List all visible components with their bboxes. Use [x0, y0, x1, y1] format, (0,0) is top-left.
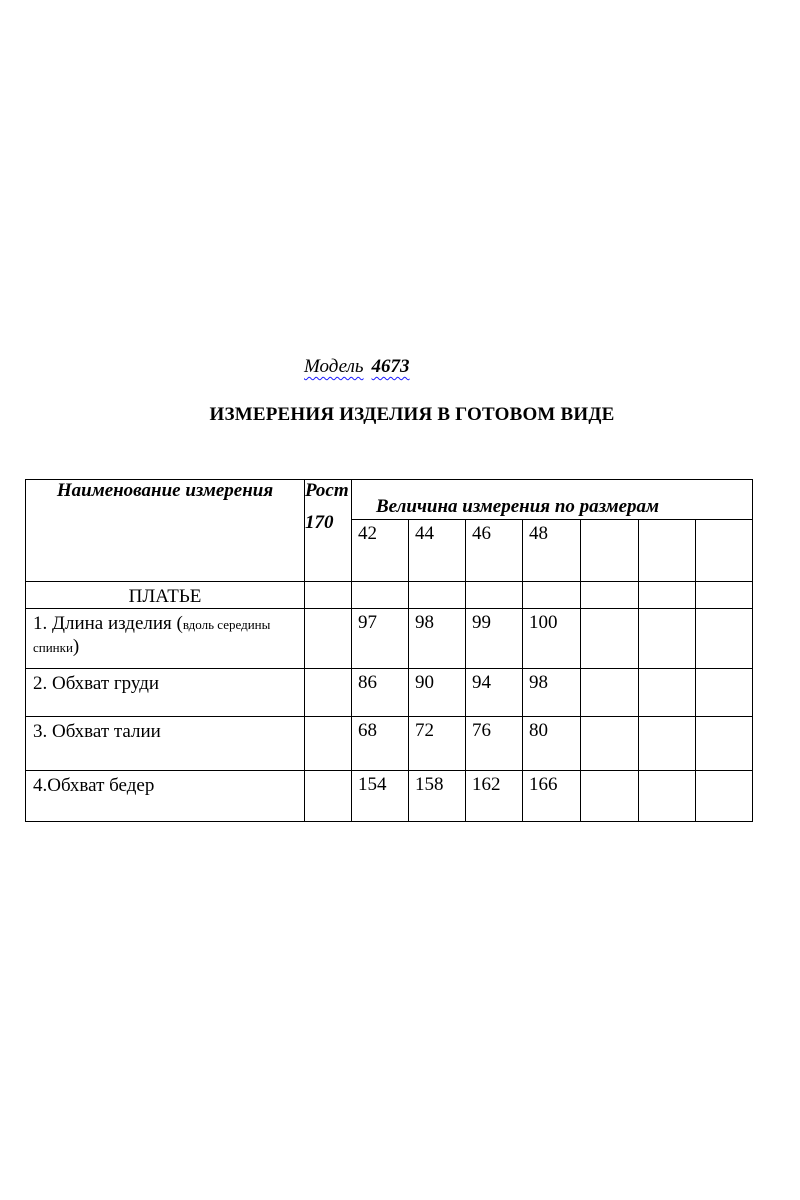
value-cell: 76: [466, 717, 523, 771]
measurement-name-close: ): [72, 636, 80, 657]
value-cell: 86: [352, 669, 409, 717]
empty-cell: [639, 609, 696, 669]
empty-cell: [581, 609, 639, 669]
table-row: [26, 609, 753, 669]
rost-cell: [305, 609, 352, 669]
model-number: 4673: [371, 356, 410, 377]
empty-cell: [581, 582, 639, 609]
value-cell: 162: [466, 771, 523, 822]
measurement-name: 3. Обхват талии: [26, 717, 305, 771]
measurement-name-note: вдоль середины спинки: [33, 617, 271, 655]
rost-label: Рост: [305, 480, 349, 501]
size-cell: [639, 520, 696, 582]
table-row: [26, 669, 753, 717]
size-cell: 48: [523, 520, 581, 582]
measurements-table: [25, 479, 753, 822]
value-cell: 158: [409, 771, 466, 822]
value-cell: 154: [352, 771, 409, 822]
empty-cell: [305, 582, 352, 609]
section-row: [26, 582, 753, 609]
empty-cell: [581, 771, 639, 822]
empty-cell: [466, 582, 523, 609]
rost-cell: [305, 771, 352, 822]
value-cell: 94: [466, 669, 523, 717]
rost-cell: [305, 669, 352, 717]
empty-cell: [639, 771, 696, 822]
value-cell: 99: [466, 609, 523, 669]
empty-cell: [696, 582, 753, 609]
empty-cell: [696, 609, 753, 669]
size-cell: [581, 520, 639, 582]
table-row: [26, 717, 753, 771]
value-cell: 100: [523, 609, 581, 669]
measurement-name: [26, 609, 305, 669]
measurement-name: 4.Обхват бедер: [26, 771, 305, 822]
empty-cell: [639, 717, 696, 771]
empty-cell: [696, 771, 753, 822]
empty-cell: [352, 582, 409, 609]
empty-cell: [409, 582, 466, 609]
size-cell: 46: [466, 520, 523, 582]
rost-cell: [305, 717, 352, 771]
value-cell: 80: [523, 717, 581, 771]
value-cell: 98: [409, 609, 466, 669]
empty-cell: [581, 669, 639, 717]
sizes-caption: Величина измерения по размерам: [352, 480, 753, 520]
value-cell: 90: [409, 669, 466, 717]
value-cell: 72: [409, 717, 466, 771]
model-label: Модель: [304, 356, 364, 377]
col-name-header: Наименование измерения: [26, 480, 305, 582]
measurement-name-main: 1. Длина изделия (: [33, 613, 183, 634]
measurement-name: 2. Обхват груди: [26, 669, 305, 717]
col-rost-header: [305, 480, 352, 582]
model-line: [304, 356, 410, 378]
value-cell: 68: [352, 717, 409, 771]
empty-cell: [696, 669, 753, 717]
rost-value: 170: [305, 512, 334, 533]
value-cell: 97: [352, 609, 409, 669]
empty-cell: [639, 582, 696, 609]
header-row: [26, 480, 753, 520]
section-label: ПЛАТЬЕ: [26, 582, 305, 609]
empty-cell: [696, 717, 753, 771]
empty-cell: [639, 669, 696, 717]
size-cell: 44: [409, 520, 466, 582]
empty-cell: [581, 717, 639, 771]
size-cell: [696, 520, 753, 582]
value-cell: 166: [523, 771, 581, 822]
size-cell: 42: [352, 520, 409, 582]
value-cell: 98: [523, 669, 581, 717]
empty-cell: [523, 582, 581, 609]
table-row: [26, 771, 753, 822]
document-title: ИЗМЕРЕНИЯ ИЗДЕЛИЯ В ГОТОВОМ ВИДЕ: [209, 404, 615, 425]
